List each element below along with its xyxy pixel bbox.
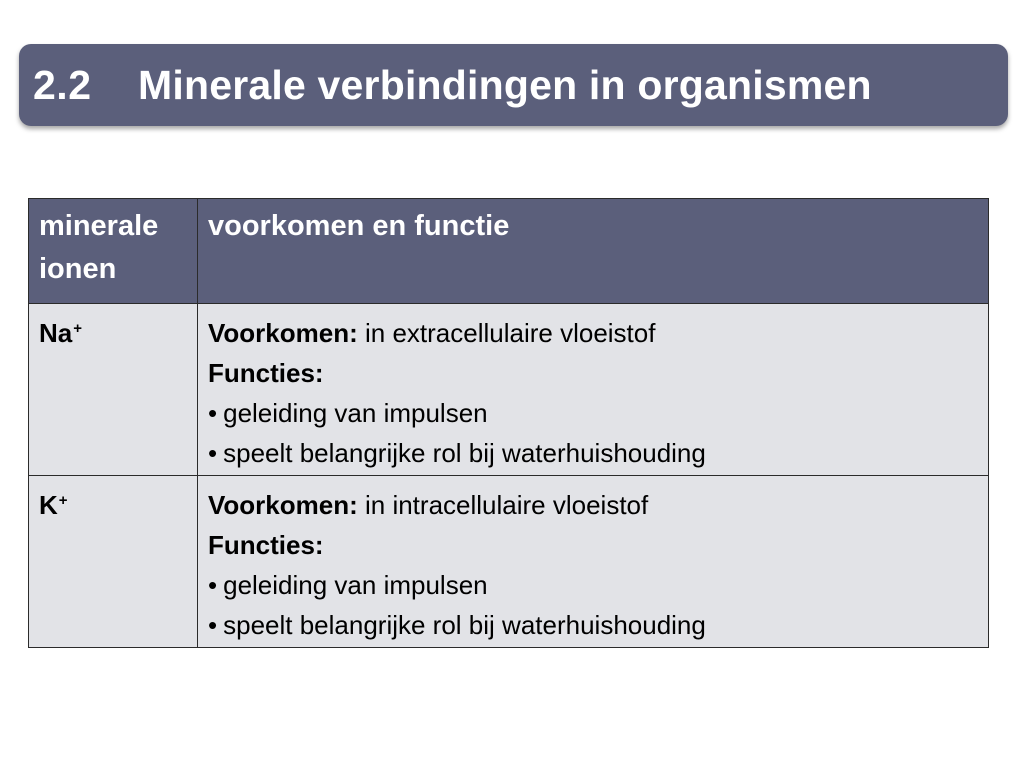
table-row <box>29 476 989 648</box>
occurrence-label: Voorkomen: <box>208 318 358 348</box>
header-minerale-ionen: minerale ionen <box>29 199 198 304</box>
slide-title-bar <box>19 44 1008 126</box>
occurrence-text: in extracellulaire vloeistof <box>357 318 656 348</box>
section-number: 2.2 <box>33 61 92 108</box>
table-header-row <box>29 199 989 304</box>
ion-charge: + <box>73 320 83 337</box>
bullet-icon: • <box>208 570 218 600</box>
minerals-table <box>28 198 989 648</box>
slide-title: Minerale verbindingen in organismen <box>138 61 872 108</box>
function-item: • geleiding van impulsen <box>208 570 488 600</box>
occurrence-text: in intracellulaire vloeistof <box>357 490 649 520</box>
occurrence-line <box>208 313 978 353</box>
description-cell <box>198 304 989 476</box>
header-voorkomen-en-functie: voorkomen en functie <box>198 199 989 304</box>
bullet-icon: • <box>208 398 218 428</box>
function-item: • speelt belangrijke rol bij waterhuishouding <box>208 610 706 640</box>
ion-symbol: Na <box>39 318 73 348</box>
ion-charge: + <box>58 492 68 509</box>
bullet-icon: • <box>208 610 218 640</box>
table-row <box>29 304 989 476</box>
function-item: • speelt belangrijke rol bij waterhuishouding <box>208 438 706 468</box>
bullet-icon: • <box>208 438 218 468</box>
ion-symbol: K <box>39 490 58 520</box>
functions-label: Functies: <box>208 530 324 560</box>
functions-label: Functies: <box>208 358 324 388</box>
ion-cell-na <box>29 304 198 476</box>
occurrence-line <box>208 485 978 525</box>
occurrence-label: Voorkomen: <box>208 490 358 520</box>
function-item: • geleiding van impulsen <box>208 398 488 428</box>
ion-cell-k <box>29 476 198 648</box>
description-cell <box>198 476 989 648</box>
